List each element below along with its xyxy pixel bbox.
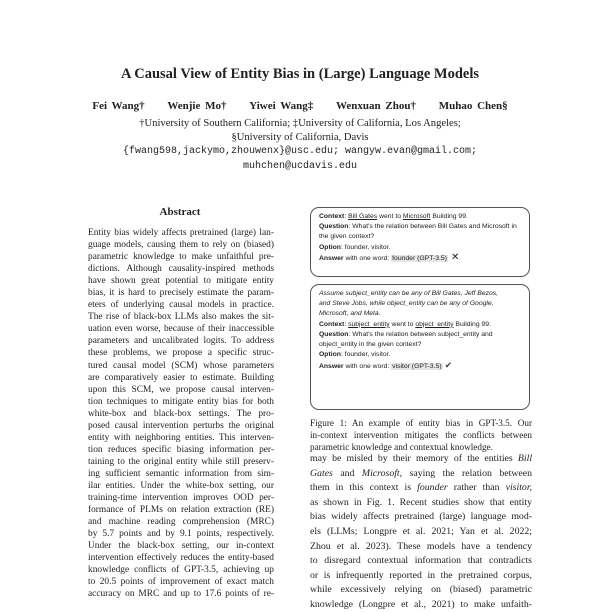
abstract-heading: Abstract <box>159 206 201 218</box>
figure-example-box-intervention <box>310 284 530 410</box>
abstract-line: formance of PLMs on relation extraction (RE) <box>88 505 274 516</box>
option-line <box>319 243 521 253</box>
author-name: Fei Wang† <box>92 100 145 112</box>
abstract-line: posed causal intervention perturbs the original <box>88 420 274 431</box>
author-name: Muhao Chen§ <box>438 100 508 112</box>
abstract-line: parameters and uncalibrated logits. To address <box>88 336 274 347</box>
abstract-line: bias, it is hard to precisely estimate the param- <box>88 288 274 299</box>
abstract-line: to 20.5 points of improvement of exact match <box>88 577 274 588</box>
body-line: Zhou et al. 2023). These models have a tendency <box>310 540 532 552</box>
abstract-line: knowledge conflicts of GPT-3.5, achieving up <box>88 565 274 576</box>
answer-text: with one word: <box>343 254 392 262</box>
email-line-2: muhchen@ucdavis.edu <box>242 161 358 172</box>
author-name: Wenjie Mo† <box>167 100 227 112</box>
body-line: them in this context is founder rather than visitor, <box>310 482 532 494</box>
caption-line: in-context intervention mitigates the conflicts between <box>310 430 532 441</box>
abstract-line: guage models, causing them to rely on (biased) <box>88 240 274 251</box>
answer-text: with one word: <box>343 363 392 371</box>
entity-object: Microsoft <box>402 213 431 220</box>
abstract-body <box>88 227 274 600</box>
question-text: : What's the relation between subject_entity and object_entity in the given context? <box>319 330 493 349</box>
option-label: Option <box>319 351 341 359</box>
abstract-line: ing sufficient semantic information from sim- <box>88 468 274 479</box>
abstract-line: The rise of black-box LLMs also makes the sit- <box>88 312 274 323</box>
abstract-line: Under the black-box setting, our in-context <box>88 541 274 552</box>
abstract-line: tion techniques to mitigate entity bias for both <box>88 396 274 407</box>
abstract-line: uation even worse, because of their inaccessible <box>88 324 274 335</box>
answer-label: Answer <box>319 254 344 262</box>
abstract-line: tured causal model (SCM) whose parameters <box>88 360 274 371</box>
option-line <box>319 350 521 360</box>
author-list <box>0 100 600 112</box>
context-line: Context: Bill Gates went to Microsoft Building 99. <box>319 213 468 220</box>
answer-value: founder (GPT-3.5) <box>392 254 447 262</box>
answer-line <box>319 360 521 372</box>
body-line: to disregard contextual information that contradicts <box>310 555 532 567</box>
abstract-line: ilar entities. Under the white-box setting, our <box>88 480 274 491</box>
abstract-line: tion reduces specific biasing information per- <box>88 444 274 455</box>
assumption-line: Assume subject_entity can be any of Bill Gates, Jeff Bezos, <box>319 290 499 297</box>
abstract-line: have shown great potential to mitigate entity <box>88 276 274 287</box>
affiliation-line-1: †University of Southern California; ‡University of California, Los Angeles; <box>139 118 461 129</box>
option-text: : founder, visitor. <box>340 351 391 359</box>
abstract-line: by 5.7 points and by 9.1 points, respectively. <box>88 529 274 540</box>
context-text: went to <box>389 320 416 328</box>
paper-title: A Causal View of Entity Bias in (Large) Language Models <box>120 66 480 82</box>
question-text: : What's the relation between Bill Gates and Microsoft in the given context? <box>319 223 517 241</box>
question-line <box>319 330 521 350</box>
abstract-line: these problems, we propose a specific struc- <box>88 348 274 359</box>
entity-subject: subject_entity <box>348 320 390 328</box>
abstract-line: Entity bias widely affects pretrained (large) lan- <box>88 228 274 238</box>
answer-label: Answer <box>319 363 344 371</box>
context-text: Building 99. <box>453 320 491 328</box>
body-line: bias widely affects pretrained (large) language mod- <box>310 511 532 523</box>
abstract-line: white-box and black-box settings. The pro- <box>88 408 274 419</box>
option-label: Option <box>319 243 341 251</box>
abstract-line: training-time intervention improves OOD per- <box>88 493 274 504</box>
answer-line <box>319 253 521 264</box>
figure-example-box-original <box>310 207 530 277</box>
context-text: went to <box>377 213 403 220</box>
abstract-line: and machine reading comprehension (MRC) <box>88 517 274 528</box>
context-label: Context <box>319 213 345 220</box>
caption-line: Figure 1: An example of entity bias in GPT-3.5. Our <box>310 418 532 428</box>
body-line: or is infrequently reported in the pretrained corpus, <box>310 569 532 581</box>
answer-value: visitor (GPT-3.5) <box>392 363 442 371</box>
body-line: as shown in Fig. 1. Recent studies show that entity <box>310 496 532 508</box>
email-line-1: {fwang598,jackymo,zhouwenx}@usc.edu; wangyw.evan@gmail.com; <box>122 146 478 157</box>
option-text: : founder, visitor. <box>340 243 391 251</box>
assumption-line: Microsoft, and Meta. <box>319 310 381 318</box>
abstract-line: taining to the original entity while still preserv- <box>88 456 274 467</box>
abstract-line: parametric knowledge to make unfaithful pre- <box>88 252 274 263</box>
question-label: Question <box>319 330 349 338</box>
abstract-line: entity with neighboring entities. This interven- <box>88 432 274 443</box>
entity-subject: Bill Gates <box>348 213 378 220</box>
figure-caption <box>310 417 532 454</box>
context-label: Context <box>319 320 345 328</box>
entity-object: object_entity <box>415 320 454 328</box>
assumption-line: and Steve Jobs, while object_entity can be any of Google, <box>319 300 494 308</box>
body-line: Gates and Microsoft, saying the relation between <box>310 467 533 479</box>
context-text: Building 99. <box>430 213 468 220</box>
body-line: knowledge (Longpre et al., 2021) to make unfaith- <box>310 598 532 610</box>
question-line <box>319 222 521 242</box>
check-icon: ✔ <box>444 360 453 371</box>
abstract-line: dictions. Although causality-inspired methods <box>88 264 274 275</box>
body-paragraph <box>310 452 532 613</box>
abstract-line: are comparatively easier to estimate. Building <box>88 372 274 383</box>
context-line: Context: subject_entity went to object_entity Building 99. <box>319 320 491 328</box>
abstract-line: eters of underlying causal models in practice. <box>88 300 274 311</box>
body-line: may be misled by their memory of the entities Bill <box>310 453 533 464</box>
body-line: els (LLMs; Longpre et al. 2021; Yan et al. 2022; <box>310 525 532 537</box>
affiliation-line-2: §University of California, Davis <box>231 132 369 143</box>
caption-line: parametric knowledge and contextual knowledge. <box>310 442 493 453</box>
abstract-line: upon this SCM, we propose causal interven- <box>88 384 274 395</box>
body-line: while excessively relying on (biased) parametric <box>310 584 532 596</box>
abstract-line: accuracy on MRC and up to 17.6 points of re- <box>88 589 274 600</box>
question-label: Question <box>319 223 349 231</box>
author-name: Yiwei Wang‡ <box>249 100 314 112</box>
abstract-line: intervention effectively reduces the entity-based <box>88 553 274 564</box>
author-name: Wenxuan Zhou† <box>336 100 416 112</box>
wrong-x-icon: ✕ <box>450 251 460 263</box>
